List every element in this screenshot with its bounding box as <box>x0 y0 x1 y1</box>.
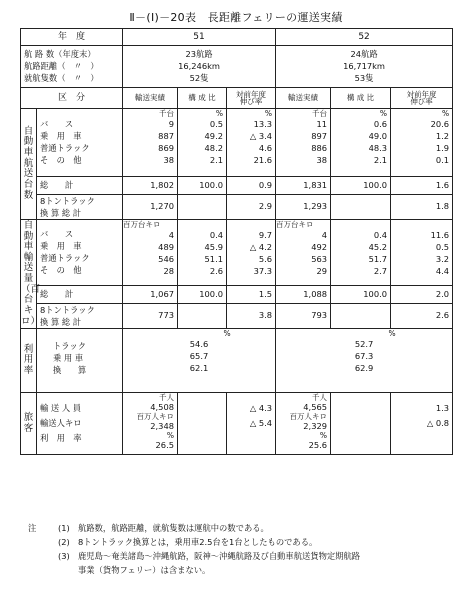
cell: △ 3.4 <box>249 131 273 141</box>
cell: 4 <box>168 230 175 240</box>
year-52: 52 <box>276 29 453 46</box>
cell: 25.6 <box>308 440 328 450</box>
cell: 1.9 <box>435 143 450 153</box>
ship-count-52: 53隻 <box>354 73 374 83</box>
cell: 2.0 <box>391 286 453 304</box>
route-count-52: 24航路 <box>350 49 378 59</box>
route-labels <box>21 46 123 88</box>
volume-total-label: 総 計 <box>37 286 123 304</box>
note-text: 8トントラック換算とは，乗用車2.5台を1台としたものである。 <box>78 537 318 547</box>
cell: 100.0 <box>178 177 227 195</box>
cell: 9 <box>168 119 175 129</box>
volume-yusou-51 <box>123 220 178 286</box>
cell: 1.6 <box>391 177 453 195</box>
vehicle-total-label: 総 計 <box>37 177 123 195</box>
label-line: 8トントラック <box>40 196 95 206</box>
unit-label: % <box>223 329 231 338</box>
cell: 38 <box>316 155 328 165</box>
cell <box>178 304 227 329</box>
volume-yusou-52 <box>276 220 331 286</box>
unit-label: 百万台キロ <box>123 220 161 229</box>
cell <box>331 393 391 455</box>
passenger-taizen-51 <box>227 393 276 455</box>
kosei-header-51: 構 成 比 <box>178 88 227 109</box>
cell: 1,802 <box>123 177 178 195</box>
yusou-header-51: 輸送実績 <box>123 88 178 109</box>
passenger-row <box>21 393 453 455</box>
cell: 492 <box>311 242 328 252</box>
vehicle-8t-row <box>21 195 453 220</box>
cell: 45.2 <box>368 242 388 252</box>
vehicle-total-row <box>21 177 453 195</box>
vehicle-bus-label: バ ス <box>40 119 74 129</box>
cell: 2.1 <box>209 155 224 165</box>
cell: 0.9 <box>227 177 276 195</box>
cell: 0.5 <box>209 119 224 129</box>
cell: 29 <box>316 266 328 276</box>
unit-label: 百万人キロ <box>289 412 328 421</box>
cell: 21.6 <box>253 155 273 165</box>
cell: 0.4 <box>209 230 224 240</box>
cell: 13.3 <box>253 119 273 129</box>
ferry-results-table <box>20 28 453 455</box>
cell: 100.0 <box>178 286 227 304</box>
cell: 869 <box>158 143 175 153</box>
cell: 897 <box>311 131 328 141</box>
cell: 11.6 <box>430 230 450 240</box>
cell: 4.6 <box>258 143 273 153</box>
cell: 1,831 <box>276 177 331 195</box>
route-distance-52: 16,717km <box>343 61 386 71</box>
cell: 2.6 <box>391 304 453 329</box>
cell: 793 <box>276 304 331 329</box>
cell: 1.5 <box>227 286 276 304</box>
unit-label: % <box>388 329 396 338</box>
cell: 2.1 <box>373 155 388 165</box>
passenger-util-label: 利 用 率 <box>40 433 82 443</box>
unit-label: 百万人キロ <box>136 412 175 421</box>
note-text: 鹿児島～奄美諸島～沖縄航路，阪神～沖縄航路及び自動車航送貨物定期航路 <box>78 551 361 561</box>
passenger-km-label: 輸送人キロ <box>40 418 82 428</box>
cell: 4 <box>321 230 328 240</box>
vehicle-yusou-51 <box>123 109 178 177</box>
cell: 67.3 <box>354 351 374 361</box>
cell: 65.7 <box>189 351 209 361</box>
util-truck-label: トラック <box>53 341 87 351</box>
route-values-52 <box>276 46 453 88</box>
vehicle-kosei-51 <box>178 109 227 177</box>
cell <box>331 304 391 329</box>
cell: 52.7 <box>354 339 374 349</box>
cell: 9.7 <box>258 230 273 240</box>
cell: 1.3 <box>435 403 450 413</box>
passenger-count-label: 輸 送 人 員 <box>40 403 82 413</box>
cell: △ 0.8 <box>426 418 450 428</box>
section-passenger: 旅客 <box>21 393 37 455</box>
cell: 3.8 <box>227 304 276 329</box>
cell: 49.0 <box>368 131 388 141</box>
footnote <box>28 535 458 549</box>
cell: 0.6 <box>373 119 388 129</box>
ship-count-label: 就航隻数（ 〃 ） <box>24 73 99 83</box>
note-mark: 注 <box>28 523 37 533</box>
footnote <box>28 549 458 563</box>
cell: 0.4 <box>373 230 388 240</box>
volume-labels <box>37 220 123 286</box>
unit-label: % <box>166 431 175 440</box>
cell: 0.1 <box>435 155 450 165</box>
cell: 45.9 <box>204 242 224 252</box>
cell: 48.3 <box>368 143 388 153</box>
passenger-labels <box>37 393 123 455</box>
footnotes <box>28 521 458 577</box>
note-number: (3) <box>58 551 70 561</box>
cell: 51.7 <box>368 254 388 264</box>
taizen-header-51: 対前年度 伸び率 <box>227 88 276 109</box>
cell: 100.0 <box>331 177 391 195</box>
cell: 62.1 <box>189 363 209 373</box>
route-distance-label: 航路距離（ 〃 ） <box>24 61 99 71</box>
vehicle-car-label: 乗 用 車 <box>40 131 82 141</box>
cell: 62.9 <box>354 363 374 373</box>
cell: 2.9 <box>227 195 276 220</box>
cell: 2,329 <box>303 421 328 431</box>
util-labels <box>37 329 123 393</box>
cell: 563 <box>311 254 328 264</box>
cell: 48.2 <box>204 143 224 153</box>
unit-label: % <box>441 109 450 118</box>
util-conv-label: 換 算 <box>53 365 87 375</box>
cell: 4.4 <box>435 266 450 276</box>
unit-label: % <box>319 431 328 440</box>
kubun-header: 区 分 <box>21 88 123 109</box>
cell: 11 <box>316 119 328 129</box>
cell: 773 <box>123 304 178 329</box>
cell: 5.6 <box>258 254 273 264</box>
cell: 886 <box>311 143 328 153</box>
note-text: 事業（貨物フェリー）は含まない。 <box>78 565 211 575</box>
cell: 49.2 <box>204 131 224 141</box>
cell: 54.6 <box>189 339 209 349</box>
note-number: (2) <box>58 537 70 547</box>
unit-label: % <box>379 109 388 118</box>
kosei-header-52: 構 成 比 <box>331 88 391 109</box>
unit-label: % <box>215 109 224 118</box>
volume-taizen-52 <box>391 220 453 286</box>
cell: 1,293 <box>276 195 331 220</box>
vehicle-taizen-51 <box>227 109 276 177</box>
cell: 2.7 <box>373 266 388 276</box>
cell <box>178 195 227 220</box>
cell: 4,508 <box>150 402 175 412</box>
cell: 1,067 <box>123 286 178 304</box>
year-header: 年 度 <box>21 29 123 46</box>
util-values-52 <box>276 329 453 393</box>
cell: 28 <box>163 266 175 276</box>
volume-total-row <box>21 286 453 304</box>
note-number <box>58 563 78 577</box>
vehicle-other-label: そ の 他 <box>40 155 82 165</box>
cell: 1,270 <box>123 195 178 220</box>
volume-8t-label <box>37 304 123 329</box>
unit-label: 千台 <box>159 109 175 118</box>
volume-taizen-51 <box>227 220 276 286</box>
vehicle-8t-label <box>37 195 123 220</box>
note-text: 航路数，航路距離，就航隻数は運航中の数である。 <box>78 523 269 533</box>
unit-label: 千人 <box>312 393 328 402</box>
label-line: 換 算 総 計 <box>40 317 82 327</box>
ship-count-51: 52隻 <box>189 73 209 83</box>
section-vehicles: 自動車航送台数 <box>21 109 37 220</box>
route-values-51 <box>123 46 276 88</box>
vehicle-kosei-52 <box>331 109 391 177</box>
passenger-taizen-52 <box>391 393 453 455</box>
cell: 546 <box>158 254 175 264</box>
cell: 0.5 <box>435 242 450 252</box>
volume-kosei-52 <box>331 220 391 286</box>
label-line: 8トントラック <box>40 305 95 315</box>
cell: 100.0 <box>331 286 391 304</box>
cell: 2.6 <box>209 266 224 276</box>
passenger-values-51 <box>123 393 178 455</box>
page-title: Ⅱ－(Ⅰ)－20表 長距離フェリーの運送実績 <box>129 11 343 24</box>
route-count-label: 航 路 数（年度末） <box>24 49 96 59</box>
cell <box>178 393 227 455</box>
cell: 3.2 <box>435 254 450 264</box>
cell: 37.3 <box>253 266 273 276</box>
section-volume: 自動車輸送量（百台キロ） <box>21 219 41 327</box>
note-number: (1) <box>58 523 70 533</box>
cell: 2,348 <box>150 421 175 431</box>
volume-other-label: そ の 他 <box>40 265 82 275</box>
utilization-row <box>21 329 453 393</box>
volume-kosei-51 <box>178 220 227 286</box>
unit-label: % <box>264 109 273 118</box>
vehicle-truck-label: 普通トラック <box>40 143 90 153</box>
taizen-header-52: 対前年度 伸び率 <box>391 88 453 109</box>
section-util: 利用率 <box>21 329 37 393</box>
volume-bus-label: バ ス <box>40 229 74 239</box>
cell: 51.1 <box>204 254 224 264</box>
cell: 1.2 <box>435 131 450 141</box>
volume-car-label: 乗 用 車 <box>40 241 82 251</box>
vehicle-taizen-52 <box>391 109 453 177</box>
vehicle-yusou-52 <box>276 109 331 177</box>
year-51: 51 <box>123 29 276 46</box>
volume-8t-row <box>21 304 453 329</box>
volume-truck-label: 普通トラック <box>40 253 90 263</box>
cell: 1,088 <box>276 286 331 304</box>
cell <box>331 195 391 220</box>
cell: △ 5.4 <box>249 418 273 428</box>
route-count-51: 23航路 <box>185 49 213 59</box>
route-distance-51: 16,246km <box>178 61 220 71</box>
util-values-51 <box>123 329 276 393</box>
footnote <box>28 563 458 577</box>
cell: 489 <box>158 242 175 252</box>
util-car-label: 乗 用 車 <box>53 353 84 363</box>
unit-label: 百万台キロ <box>276 220 314 229</box>
label-line: 換 算 総 計 <box>40 208 82 218</box>
cell: △ 4.3 <box>249 403 273 413</box>
cell: 4,565 <box>303 402 328 412</box>
cell: 38 <box>163 155 175 165</box>
unit-label: 千台 <box>312 109 328 118</box>
footnote <box>28 521 458 535</box>
unit-label: 千人 <box>159 393 175 402</box>
cell: 26.5 <box>155 440 175 450</box>
vehicle-labels <box>37 109 123 177</box>
cell: 20.6 <box>430 119 450 129</box>
cell: 887 <box>158 131 175 141</box>
cell: 1.8 <box>391 195 453 220</box>
cell: △ 4.2 <box>249 242 273 252</box>
passenger-values-52 <box>276 393 331 455</box>
yusou-header-52: 輸送実績 <box>276 88 331 109</box>
